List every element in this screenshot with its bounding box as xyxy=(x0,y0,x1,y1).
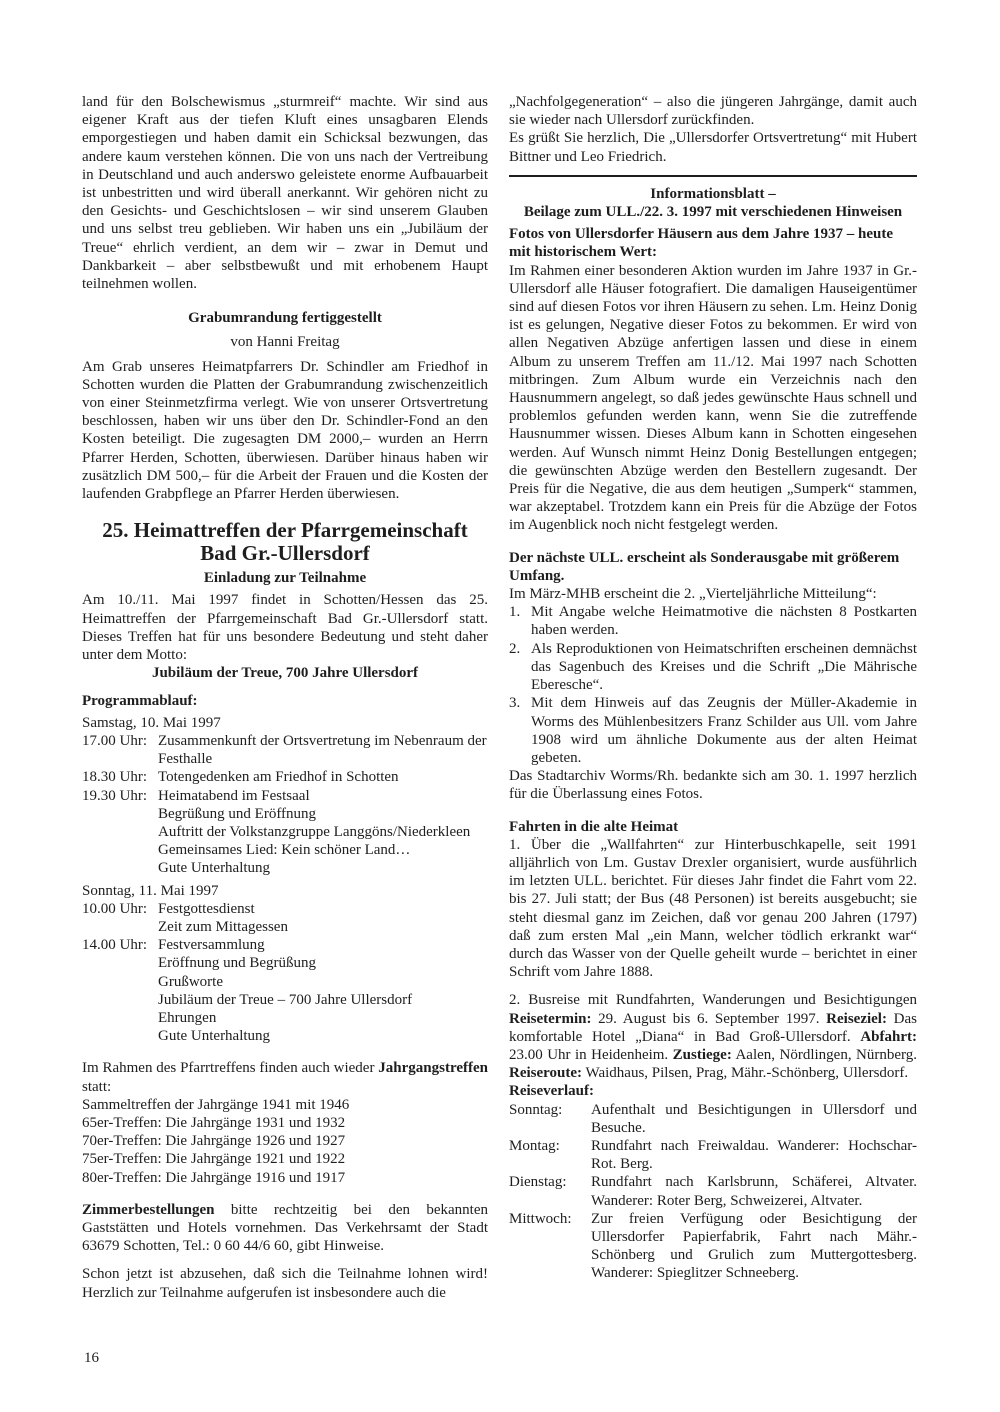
reiseziel-label: Reiseziel: xyxy=(826,1010,887,1027)
schedule-text: Heimatabend im Festsaal xyxy=(158,787,310,804)
abfahrt-label: Abfahrt: xyxy=(860,1028,917,1045)
list-item xyxy=(509,694,917,767)
itinerary-text: Zur freien Verfügung oder Besichtigung der Ullersdorfer Papierfabrik, Fahrt nach Mähr.-Schönberg und Grulich zum Muttergottesberg. Wanderer: Spieglitzer Schneeberg. xyxy=(591,1210,917,1282)
itinerary-day: Dienstag: xyxy=(509,1174,567,1191)
schedule-text: Gemeinsames Lied: Kein schöner Land… xyxy=(158,842,411,859)
reiseziel-value: Das komfortable Hotel „Diana“ in Bad Groß-Ullersdorf. xyxy=(509,1010,917,1045)
zimmer-text: bitte rechtzeitig bei den bekannten Gaststätten und Hotels vornehmen. Das Verkehrsamt der Stadt 63679 Schotten, Tel.: 0 60 44/6 60, gibt Hinweise. xyxy=(82,1201,488,1255)
treffen-intro: Am 10./11. Mai 1997 findet in Schotten/Hessen das 25. Heimattreffen der Pfarrgemeinschaft Bad Gr.-Ullersdorf statt. Dieses Treffen hat für uns besondere Bedeutung und steht daher unter dem Motto: xyxy=(82,592,488,664)
greeting-paragraph: Es grüßt Sie herzlich, Die „Ullersdorfer Ortsvertretung“ mit Hubert Bittner und Leo Friedrich. xyxy=(509,130,917,165)
itinerary-day: Sonntag: xyxy=(509,1101,563,1118)
reisetermin-label: Reisetermin: xyxy=(509,1010,592,1027)
jahrgang-item: 80er-Treffen: Die Jahrgänge 1916 und 1917 xyxy=(82,1169,346,1186)
left-column xyxy=(82,93,488,1302)
continuation-paragraph: „Nachfolgegeneration“ – also die jüngeren Jahrgänge, damit auch sie wieder nach Ullersdorf zurückfinden. xyxy=(509,94,917,129)
schedule-text: Ehrungen xyxy=(158,1009,217,1026)
jahrgang-item: Sammeltreffen der Jahrgänge 1941 mit 1946 xyxy=(82,1096,350,1113)
schedule-item xyxy=(82,732,488,768)
schedule-item xyxy=(82,900,488,936)
zustiege-value: Aalen, Nördlingen, Nürnberg. xyxy=(735,1046,917,1063)
schedule-text: Totengedenken am Friedhof in Schotten xyxy=(158,769,399,786)
schedule-time: 17.00 Uhr: xyxy=(82,732,147,749)
itinerary-day: Mittwoch: xyxy=(509,1210,572,1227)
closing-paragraph: Schon jetzt ist abzusehen, daß sich die Teilnahme lohnen wird! Herzlich zur Teilnahme aufgerufen ist insbesondere auch die xyxy=(82,1266,488,1301)
programm-heading: Programmablauf: xyxy=(82,693,198,710)
jahrgang-item: 75er-Treffen: Die Jahrgänge 1921 und 1922 xyxy=(82,1151,346,1168)
divider xyxy=(509,175,917,177)
schedule-text: Gute Unterhaltung xyxy=(158,1028,271,1045)
intro-paragraph: land für den Bolschewismus „sturmreif“ machte. Wir sind aus eigener Kraft aus der tiefen Kluft eines unsagbaren Elends emporgestiegen und haben damit ein Schicksal bezwungen, das andere kaum verstehen können. Die von uns nach der Vertreibung in Deutschland und auch anderswo geleistete enorme Aufbauarbeit ist unbestritten und wird überall anerkannt. Wir gehören nicht zu den Gesichts- und Geschichtslosen – wir sind unserem Glauben und uns selbst treu geblieben. Wir haben uns ein „Jubiläum der Treue“ ehrlich verdient, an dem wir – zwar in Demut und Dankbarkeit – aber selbstbewußt und mit erhobenem Haupt teilnehmen wollen. xyxy=(82,94,488,293)
schedule-text: Jubiläum der Treue – 700 Jahre Ullersdorf xyxy=(158,991,413,1008)
day2-label: Sonntag, 11. Mai 1997 xyxy=(82,882,219,899)
treffen-heading-line1: 25. Heimattreffen der Pfarrgemeinschaft xyxy=(102,518,468,543)
right-column xyxy=(509,93,917,1283)
treffen-subheading: Einladung zur Teilnahme xyxy=(203,570,367,587)
schedule-time: 19.30 Uhr: xyxy=(82,787,147,804)
ull-heading: Der nächste ULL. erscheint als Sonderausgabe mit größerem Umfang. xyxy=(509,549,900,584)
jahrgang-after: statt: xyxy=(82,1078,112,1095)
schedule-text: Zusammenkunft der Ortsvertretung im Nebenraum der Festhalle xyxy=(158,732,487,768)
zustiege-label: Zustiege: xyxy=(672,1046,732,1063)
itinerary-day: Montag: xyxy=(509,1137,560,1154)
fahrten-paragraph-1: 1. Über die „Wallfahrten“ zur Hinterbuschkapelle, seit 1991 alljährlich von Lm. Gustav Drexler organisiert, wurde ausführlich im letzten ULL. berichtet. Für dieses Jahr findet die Fahrt vom 22. bis 27. Juli statt; der Bus (48 Personen) ist bereits ausgebucht; sie steht diesmal ganz im Zeichen, daß vor genau 200 Jahren (1797) daß zum ersten Mal „ein Mann, welcher tödlich erkrankt war“ durch das Wasser von der Quelle geheilt wurde – berichtet in einer Schrift vom Jahre 1888. xyxy=(509,836,917,981)
zimmer-bold: Zimmerbestellungen xyxy=(82,1201,215,1218)
treffen-heading-line2: Bad Gr.-Ullersdorf xyxy=(200,541,370,566)
reiseverlauf-heading: Reiseverlauf: xyxy=(509,1083,594,1100)
ull-intro: Im März-MHB erscheint die 2. „Vierteljährliche Mitteilung“: xyxy=(509,586,877,603)
grab-paragraph: Am Grab unseres Heimatpfarrers Dr. Schindler am Friedhof in Schotten wurden die Platten der Grabumrandung zwischenzeitlich von einer Steinmetzfirma verlegt. Wie von unserer Ortsvertretung beschlossen, haben wir uns über den Dr. Schindler-Fond an den Kosten beteiligt. Die zugesagten DM 2000,– wurden an Herrn Pfarrer Herden, Schotten, überwiesen. Darüber hinaus haben wir zusätzlich DM 500,– für die Arbeit der Frauen und die Kosten der laufenden Grabpflege an Pfarrer Herden überwiesen. xyxy=(82,358,488,503)
jahrgang-paragraph xyxy=(82,1059,488,1095)
itinerary-row xyxy=(509,1137,917,1173)
schedule-time: 10.00 Uhr: xyxy=(82,900,147,917)
fahrten-paragraph-2 xyxy=(509,991,917,1082)
abfahrt-value: 23.00 Uhr in Heidenheim. xyxy=(509,1046,669,1063)
fotos-heading: Fotos von Ullersdorfer Häusern aus dem Jahre 1937 – heute mit historischem Wert: xyxy=(509,226,894,261)
schedule-time: 18.30 Uhr: xyxy=(82,769,147,786)
schedule-text: Zeit zum Mittagessen xyxy=(158,918,288,935)
grab-author: von Hanni Freitag xyxy=(230,334,340,351)
schedule-text: Gute Unterhaltung xyxy=(158,860,271,877)
list-text: Mit Angabe welche Heimatmotive die nächsten 8 Postkarten haben werden. xyxy=(531,604,917,639)
list-text: Als Reproduktionen von Heimatschriften erscheinen demnächst das Sagenbuch des Kreises und die Schrift „Die Mährische Eberesche“. xyxy=(531,640,917,694)
schedule-text: Auftritt der Volkstanzgruppe Langgöns/Niederkleen xyxy=(158,823,471,840)
page-number: 16 xyxy=(84,1350,99,1366)
motto: Jubiläum der Treue, 700 Jahre Ullersdorf xyxy=(151,665,419,682)
fahrten-heading: Fahrten in die alte Heimat xyxy=(509,818,679,835)
schedule-time: 14.00 Uhr: xyxy=(82,937,147,954)
itinerary-row xyxy=(509,1173,917,1209)
reiseroute-label: Reiseroute: xyxy=(509,1065,583,1082)
day1-label: Samstag, 10. Mai 1997 xyxy=(82,714,221,731)
schedule-text: Begrüßung und Eröffnung xyxy=(158,805,317,822)
schedule-text: Festversammlung xyxy=(158,937,265,954)
schedule-text: Festgottesdienst xyxy=(158,900,255,917)
schedule-text: Eröffnung und Begrüßung xyxy=(158,955,317,972)
itinerary-row xyxy=(509,1210,917,1283)
archiv-paragraph: Das Stadtarchiv Worms/Rh. bedankte sich am 30. 1. 1997 herzlich für die Überlassung eines Fotos. xyxy=(509,768,917,803)
itinerary-text: Aufenthalt und Besichtigungen in Ullersdorf und Besuche. xyxy=(591,1101,917,1136)
schedule-item xyxy=(82,787,488,878)
jahrgang-bold: Jahrgangstreffen xyxy=(378,1060,488,1077)
list-number: 2. xyxy=(509,640,521,657)
jahrgang-item: 65er-Treffen: Die Jahrgänge 1931 und 1932 xyxy=(82,1114,346,1131)
itinerary-text: Rundfahrt nach Freiwaldau. Wanderer: Hochschar-Rot. Berg. xyxy=(591,1137,917,1173)
info-heading: Informationsblatt – xyxy=(650,185,776,202)
info-subheading: Beilage zum ULL./22. 3. 1997 mit verschiedenen Hinweisen xyxy=(523,204,903,221)
schedule-item xyxy=(82,936,488,1045)
list-text: Mit dem Hinweis auf das Zeugnis der Müller-Akademie in Worms des Mühlenbesitzers Franz Schilder aus Ull. vom Jahre 1908 wird um ähnliche Dokumente aus der alten Heimat gebeten. xyxy=(531,695,917,766)
list-number: 1. xyxy=(509,604,521,621)
reisetermin-value: 29. August bis 6. September 1997. xyxy=(598,1010,820,1027)
schedule-text: Grußworte xyxy=(158,973,223,990)
list-item xyxy=(509,603,917,639)
list-number: 3. xyxy=(509,695,521,712)
schedule-item xyxy=(82,768,488,786)
fotos-paragraph: Im Rahmen einer besonderen Aktion wurden im Jahre 1937 in Gr.-Ullersdorf alle Häuser fotografiert. Die damaligen Hauseigentümer sind auf diesen Fotos vor ihren Häusern zu sehen. Lm. Heinz Donig ist es gelungen, Negative dieser Fotos zu bekommen. Er wird von allen Negativen Abzüge anfertigen lassen und diese in einem Album zu unserem Treffen am 11./12. Mai 1997 nach Schotten mitbringen. Zum Album wurde ein Verzeichnis nach den Hausnummern angelegt, so daß jedes gewünschte Haus schnell und problemlos gefunden werden kann, wenn Sie die zutreffende Hausnummer wissen. Dieses Album kann in Schotten eingesehen werden. Auf Wunsch nimmt Heinz Donig Bestellungen entgegen; die gewünschten Abzüge werden den Bestellern zugesandt. Der Preis für die Negative, die aus dem heutigen „Sumperk“ stammen, war akzeptabel. Trotzdem kann ein Preis für die Abzüge der Fotos im Augenblick noch nicht festgelegt werden. xyxy=(509,262,917,534)
jahrgang-item: 70er-Treffen: Die Jahrgänge 1926 und 1927 xyxy=(82,1133,346,1150)
fahrten-2-intro: 2. Busreise mit Rundfahrten, Wanderungen und Besichtigungen xyxy=(509,992,917,1009)
zimmer-paragraph xyxy=(82,1201,488,1256)
grab-heading: Grabumrandung fertiggestellt xyxy=(188,310,382,327)
jahrgang-intro: Im Rahmen des Pfarrtreffens finden auch wieder xyxy=(82,1060,375,1077)
itinerary-row xyxy=(509,1101,917,1137)
list-item xyxy=(509,640,917,695)
itinerary-text: Rundfahrt nach Karlsbrunn, Schäferei, Altvater. Wanderer: Roter Berg, Schweizerei, Altvater. xyxy=(591,1174,917,1209)
reiseroute-value: Waidhaus, Pilsen, Prag, Mähr.-Schönberg, Ullersdorf. xyxy=(585,1065,909,1082)
